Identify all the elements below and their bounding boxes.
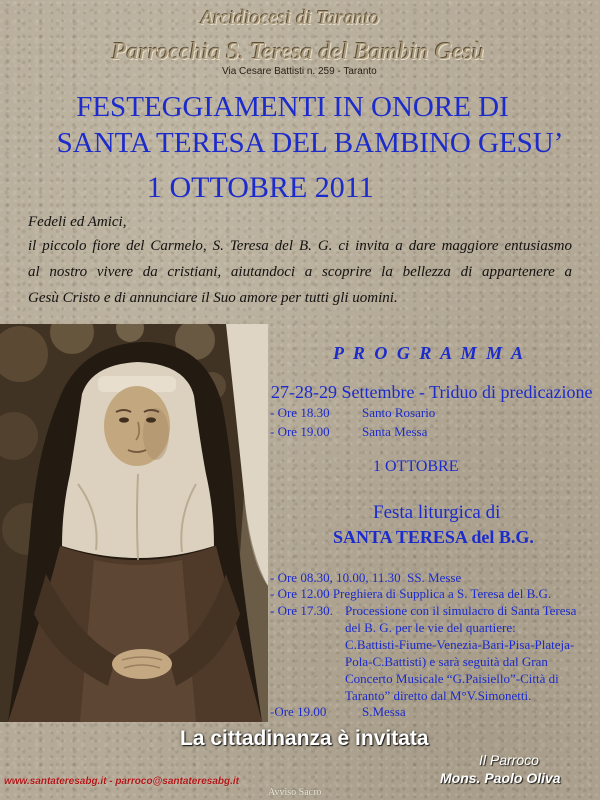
evening-time: -Ore 19.00 (270, 704, 327, 719)
event-date: 1 OTTOBRE 2011 (147, 171, 374, 204)
feast-masses: - Ore 08.30, 10.00, 11.30 SS. Messe (270, 570, 462, 585)
parish-address: Via Cesare Battisti n. 259 - Taranto (222, 66, 377, 77)
feast-heading: Festa liturgica di (373, 502, 501, 523)
evening-label: S.Messa (362, 704, 406, 719)
triduo-time: - Ore 18.30 (270, 405, 330, 420)
saint-photo (0, 324, 268, 722)
diocese-name: Arcidiocesi di Taranto (200, 7, 380, 29)
intro-line: il piccolo fiore del Carmelo, S. Teresa del B. G. ci invita a dare maggiore entusiasmo (28, 238, 572, 254)
feast-saint: SANTA TERESA del B.G. (333, 527, 534, 547)
feast-prayer: - Ore 12.00 Preghiera di Supplica a S. Teresa del B.G. (270, 586, 552, 601)
intro-greeting: Fedeli ed Amici, (28, 214, 127, 230)
contact-links: www.santateresabg.it - parroco@santateresabg.it (4, 776, 239, 787)
triduo-label: Santa Messa (362, 424, 428, 439)
invitation-text: La cittadinanza è invitata (180, 727, 429, 750)
procession-line: Taranto” diretto dal M°V.Simonetti. (345, 688, 532, 703)
program-heading: P R O G R A M M A (333, 343, 526, 363)
procession-time: - Ore 17.30. (270, 603, 333, 618)
signature-role: Il Parroco (479, 752, 539, 768)
notice-label: Avviso Sacro (268, 787, 322, 798)
parish-name: Parrocchia S. Teresa del Bambin Gesù (112, 39, 484, 65)
signature-name: Mons. Paolo Oliva (440, 770, 561, 786)
triduo-label: Santo Rosario (362, 405, 436, 420)
feast-date: 1 OTTOBRE (373, 458, 459, 475)
intro-line: Gesù Cristo e di annunciare il Suo amore per tutti gli uomini. (28, 290, 398, 306)
triduo-time: - Ore 19.00 (270, 424, 330, 439)
sepia-tone (0, 324, 268, 722)
intro-line: al nostro vivere da cristiani, aiutandoci a scoprire la bellezza di appartenere a (28, 264, 572, 280)
title-line-2: SANTA TERESA DEL BAMBINO GESU’ (56, 127, 564, 159)
procession-line: Pola-C.Battisti) e sarà seguità dal Gran (345, 654, 548, 669)
triduo-title: 27-28-29 Settembre - Triduo di predicazione (271, 382, 593, 402)
procession-line: Processione con il simulacro di Santa Teresa (345, 603, 577, 618)
procession-line: C.Battisti-Fiume-Venezia-Bari-Pisa-Plateja- (345, 637, 575, 652)
title-line-1: FESTEGGIAMENTI IN ONORE DI (76, 91, 509, 123)
procession-line: del B. G. per le vie del quartiere: (345, 620, 516, 635)
procession-line: Concerto Musicale “G.Paisiello”-Città di (345, 671, 559, 686)
